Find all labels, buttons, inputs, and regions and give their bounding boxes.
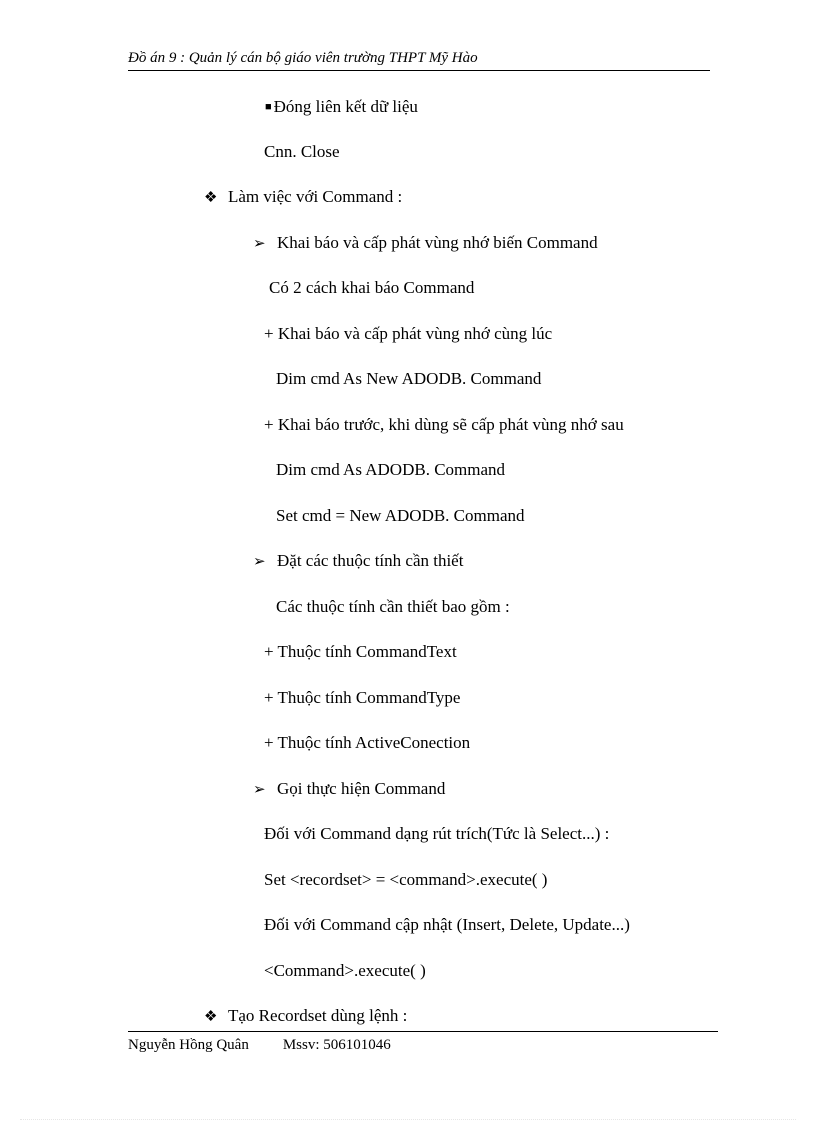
line-text: Khai báo và cấp phát vùng nhớ biến Command [277,233,598,252]
list-item [253,232,598,255]
line-text: Có 2 cách khai báo Command [269,278,475,297]
list-item [265,96,418,118]
text-line [264,823,609,845]
list-item [253,778,445,801]
line-text: Đối với Command cập nhật (Insert, Delete, Update...) [264,915,630,934]
line-text: + Thuộc tính CommandType [264,688,461,707]
text-line [264,414,624,436]
list-item [253,550,463,573]
text-line [269,277,474,299]
code-line [276,505,525,527]
line-text: Set <recordset> = <command>.execute( ) [264,870,548,889]
footer-student-id: Mssv: 506101046 [282,1037,391,1053]
line-text: Gọi thực hiện Command [277,779,446,798]
line-text: <Command>.execute( ) [264,961,426,980]
line-text: + Thuộc tính ActiveConection [264,733,471,752]
header-title: Đồ án 9 : Quản lý cán bộ giáo viên trường THPT Mỹ Hào [128,50,478,66]
page-footer [128,1036,391,1054]
line-text: Đặt các thuộc tính cần thiết [277,551,464,570]
code-line [276,368,541,390]
page-bottom-border [20,1119,796,1120]
arrow-bullet-icon: ➢ [253,782,266,798]
text-line [264,732,470,754]
code-line [264,141,340,163]
text-line [264,687,460,709]
line-text: Tạo Recordset dùng lệnh : [228,1006,408,1025]
text-line [264,914,630,936]
line-text: Cnn. Close [264,142,340,161]
line-text: Làm việc với Command : [228,187,403,206]
arrow-bullet-icon: ➢ [253,236,266,252]
code-line [264,960,426,982]
line-text: Dim cmd As ADODB. Command [276,460,506,479]
code-line [264,869,547,891]
section-heading [204,1005,407,1028]
line-text: Dim cmd As New ADODB. Command [276,369,542,388]
text-line [264,323,552,345]
line-text: + Thuộc tính CommandText [264,642,457,661]
section-heading [204,186,402,209]
footer-rule [128,1031,718,1032]
page-header [128,48,710,71]
line-text: Đóng liên kết dữ liệu [273,97,418,116]
line-text: + Khai báo và cấp phát vùng nhớ cùng lúc [264,324,553,343]
diamond-bullet-icon: ❖ [204,190,218,206]
code-line [276,459,505,481]
text-line [264,641,457,663]
footer-author: Nguyễn Hồng Quân [128,1037,249,1053]
diamond-bullet-icon: ❖ [204,1009,218,1025]
arrow-bullet-icon: ➢ [253,554,266,570]
square-bullet-icon: ■ [265,101,272,113]
line-text: Set cmd = New ADODB. Command [276,506,525,525]
line-text: + Khai báo trước, khi dùng sẽ cấp phát vùng nhớ sau [264,415,624,434]
text-line [276,596,510,618]
line-text: Đối với Command dạng rút trích(Tức là Select...) : [264,824,610,843]
line-text: Các thuộc tính cần thiết bao gồm : [276,597,510,616]
